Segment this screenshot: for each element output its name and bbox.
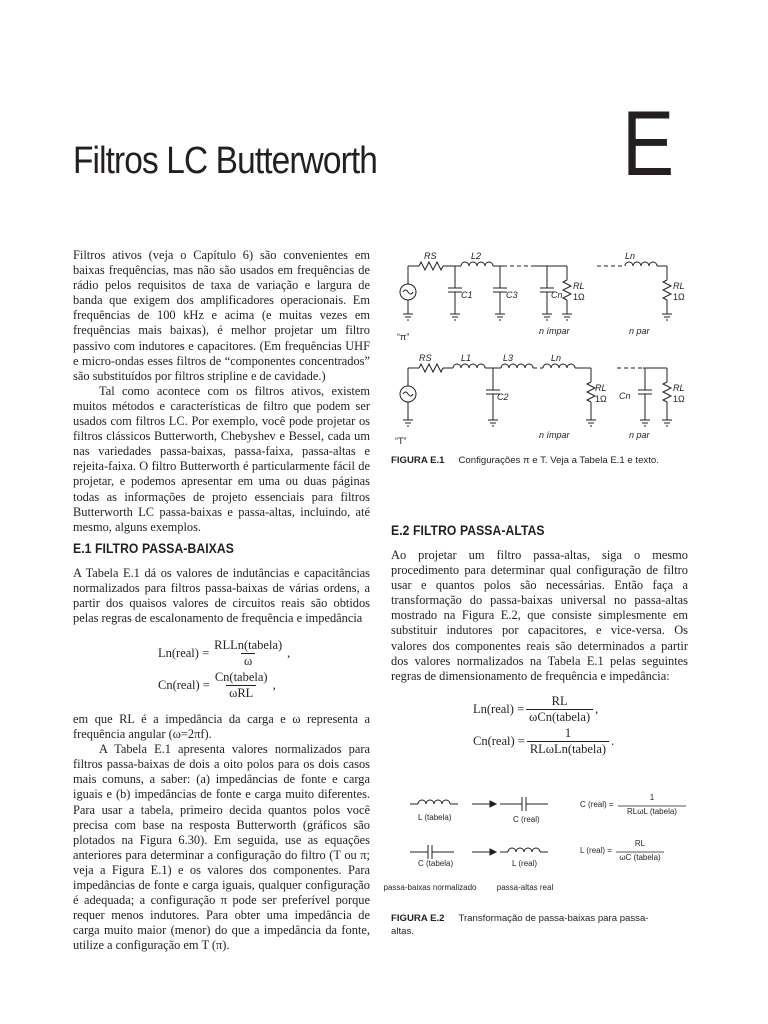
svg-text:RL: RL <box>673 281 685 291</box>
section-heading-e2: E.2 FILTRO PASSA-ALTAS <box>391 523 545 538</box>
chapter-title: Filtros LC Butterworth <box>73 140 377 182</box>
svg-text:1Ω: 1Ω <box>595 394 607 404</box>
e1-equations <box>158 638 358 704</box>
svg-text:RL: RL <box>673 383 685 393</box>
svg-text:C (tabela): C (tabela) <box>418 859 454 868</box>
svg-text:“T”: “T” <box>395 436 407 446</box>
figure-e1-caption: FIGURA E.1 Configurações π e T. Veja a Tabela E.1 e texto. <box>391 455 659 466</box>
e1-paragraph-3: A Tabela E.1 apresenta valores normalizados para filtros passa-baixas de dois a oito polos para os dois casos mais comuns, a saber: (a) impedâncias de fonte e carga iguais e (b) impedâncias de fonte e carga muito diferentes. Para usar a tabela, primeiro decida quantos polos você precisa com base na resposta Butterworth (gráficos são plotados na Figura 6.30). Em seguida, use as equações anteriores para determinar a configuração do filtro (T ou π; veja a Figura E.1) e os valores dos componentes. Para impedâncias de fonte e carga iguais, qualquer configuração é adequada; a configuração π pode ser preferível porque requer menos indutores. Para obter uma impedância de carga muito maior (menor) do que a impedância da fonte, utilize a configuração em T (π). <box>73 742 370 953</box>
svg-text:L3: L3 <box>503 353 514 363</box>
inductor-icon <box>453 364 485 368</box>
svg-text:L2: L2 <box>471 251 482 261</box>
svg-text:n par: n par <box>629 430 650 440</box>
figure-e1-circuits <box>391 250 691 446</box>
svg-text:C (real): C (real) <box>513 815 540 824</box>
svg-text:C2: C2 <box>497 392 509 402</box>
e1-equation-2: Cn(real) = $\frac{\text{Cn(tabela)}}{\text{ωRL}}$ , <box>158 670 276 700</box>
arrow-icon <box>490 801 496 807</box>
svg-text:L (real) =: L (real) = <box>580 846 612 855</box>
svg-text:RL: RL <box>595 383 607 393</box>
svg-text:RS: RS <box>424 251 437 261</box>
svg-text:RL: RL <box>634 839 646 848</box>
figure-e2-transformation <box>383 790 700 910</box>
svg-text:C1: C1 <box>461 290 473 300</box>
resistor-icon <box>419 364 443 372</box>
inductor-icon <box>461 262 493 266</box>
svg-text:Ln: Ln <box>551 353 562 363</box>
svg-text:Cn: Cn <box>551 290 563 300</box>
svg-text:Ln: Ln <box>625 251 636 261</box>
figure-e2-caption: FIGURA E.2 Transformação de passa-baixas para passa-altas. <box>391 913 649 937</box>
inductor-icon <box>625 262 657 266</box>
svg-text:L1: L1 <box>461 353 472 363</box>
resistor-icon <box>419 262 443 270</box>
e2-paragraph-1: Ao projetar um filtro passa-altas, siga o mesmo procedimento para determinar qual configuração de filtro usar e quantos polos são necessárias. Então faça a transformação do passa-baixas universal no passa-altas mostrado na Figura E.2, que consiste simplesmente em substituir indutores por capacitores, e vice-versa. Os valores dos componentes reais são determinados a partir dos valores normalizados na Tabela E.1 pelas seguintes regras de dimensionamento de frequência e impedância: <box>391 548 688 683</box>
e2-equation-1: Ln(real) = $\frac{RL}{\text{ωCn(tabela)}}$ , <box>473 694 599 724</box>
svg-text:1Ω: 1Ω <box>673 394 685 404</box>
svg-text:RL: RL <box>573 281 585 291</box>
e1-body <box>73 712 370 954</box>
svg-text:passa-altas real: passa-altas real <box>496 883 554 892</box>
svg-text:RS: RS <box>419 353 432 363</box>
inductor-icon <box>418 800 450 804</box>
inductor-icon <box>508 848 540 852</box>
svg-text:C (real) =: C (real) = <box>580 800 614 809</box>
e1-equation-1: Ln(real) = $\frac{\text{RLLn(tabela)}}{\omega}$ , <box>158 638 291 668</box>
e1-paragraph-2: em que RL é a impedância da carga e ω representa a frequência angular (ω=2πf). <box>73 712 370 742</box>
svg-text:L (real): L (real) <box>512 859 538 868</box>
e1-paragraph-1: A Tabela E.1 dá os valores de indutâncias e capacitâncias normalizados para filtros passa-baixas de várias ordens, a partir dos quaisos valores de circuitos reais são obtidos pelas regras de escalonamento de frequência e impedância <box>73 566 370 626</box>
e2-equation-2: Cn(real) = $\frac{1}{\text{RLωLn(tabela)}}$ . <box>473 726 615 756</box>
arrow-icon <box>490 849 496 855</box>
svg-text:Cn: Cn <box>619 391 631 401</box>
intro-paragraph-2: Tal como acontece com os filtros ativos, existem muitos métodos e características de filtro que podem ser usados com filtros LC. Por exemplo, você pode projetar os filtros clássicos Butterworth, Chebyshev e Bessel, cada um nas variedades passa-baixas, passa-faixa, passa-altas e rejeita-faixa. O filtro Butterworth é particularmente fácil de projetar, e podemos apresentar em uma ou duas páginas todas as informações de projeto essenciais para filtros Butterworth LC passa-baixas e passa-altas, incluindo, até mesmo, alguns exemplos. <box>73 383 370 534</box>
svg-text:1: 1 <box>649 793 655 802</box>
svg-text:C3: C3 <box>506 290 518 300</box>
chapter-letter: E <box>622 93 675 195</box>
svg-text:RLωL (tabela): RLωL (tabela) <box>627 807 677 816</box>
section-heading-e1: E.1 FILTRO PASSA-BAIXAS <box>73 541 234 556</box>
svg-text:L (tabela): L (tabela) <box>418 813 452 822</box>
intro-paragraph-1: Filtros ativos (veja o Capítulo 6) são convenientes em baixas frequências, mas não são usados em frequências de rádio pelos requisitos de taxa de variação e largura de banda que exigem dos amplificadores operacionais. Em frequências de 100 kHz e acima (e muitas vezes em frequências mais baixas), é melhor projetar um filtro passivo com indutores e capacitores. (Em frequências UHF e micro-ondas esses filtros de “componentes concentrados” são substituídos por filtros stripline e de cavidade.) <box>73 248 370 383</box>
svg-text:“π”: “π” <box>397 332 410 342</box>
inductor-icon <box>501 364 533 368</box>
svg-text:passa-baixas normalizado: passa-baixas normalizado <box>383 883 477 892</box>
svg-text:1Ω: 1Ω <box>573 292 585 302</box>
svg-text:n par: n par <box>629 326 650 336</box>
svg-text:n ímpar: n ímpar <box>539 430 570 440</box>
svg-text:n ímpar: n ímpar <box>539 326 570 336</box>
svg-text:1Ω: 1Ω <box>673 292 685 302</box>
e2-equations <box>473 694 673 760</box>
intro-section <box>73 248 370 535</box>
inductor-icon <box>543 364 575 368</box>
svg-text:ωC (tabela): ωC (tabela) <box>619 853 661 862</box>
